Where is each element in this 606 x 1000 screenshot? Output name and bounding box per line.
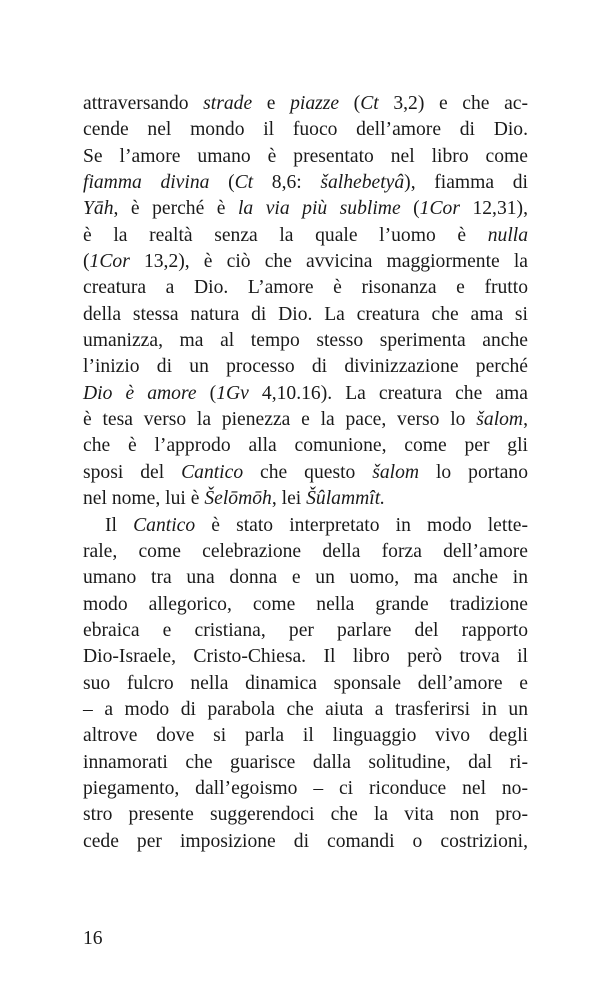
text-line: [83, 328, 528, 354]
text-segment: altrove dove si parla il linguaggio vivo degli: [83, 725, 528, 747]
italic-text: šalom: [476, 409, 524, 431]
text-segment: Il: [105, 514, 134, 536]
text-segment: innamorati che guarisce dalla solitudine, dal ri-: [83, 751, 528, 773]
text-segment: nel nome, lui è: [83, 488, 205, 510]
italic-text: 1Cor: [419, 198, 460, 220]
text-segment: umanizza, ma al tempo stesso sperimenta anche: [83, 330, 528, 352]
text-segment: , lei: [271, 488, 307, 510]
text-line: [83, 618, 528, 644]
text-segment: ebraica e cristiana, per parlare del rapporto: [83, 619, 528, 641]
italic-text: Ct: [360, 93, 379, 114]
italic-text: la via più sublime: [237, 198, 401, 220]
text-segment: piegamento, dall’egoismo – ci riconduce nel no-: [83, 777, 528, 799]
text-line: [83, 223, 528, 249]
italic-text: Cantico: [133, 514, 196, 536]
text-line: [83, 671, 528, 697]
text-segment: modo allegorico, come nella grande tradizione: [83, 593, 528, 615]
text-line: [83, 275, 528, 301]
text-segment: è stato interpretato in modo lette-: [195, 514, 528, 536]
text-segment: ), fiamma di: [404, 172, 528, 194]
italic-text: šalhebetyâ: [320, 172, 405, 194]
text-line: [83, 697, 528, 723]
text-segment: è tesa verso la pienezza e la pace, verso lo: [83, 409, 477, 431]
text-line: [83, 354, 528, 380]
text-line: [83, 433, 528, 459]
italic-text: Cantico: [181, 461, 244, 483]
text-segment: è la realtà senza la quale l’uomo è: [83, 224, 488, 246]
text-segment: 3,2) e che ac-: [378, 93, 528, 114]
text-segment: (: [339, 93, 361, 114]
italic-text: strade: [203, 93, 253, 114]
text-segment: , è perché è: [113, 198, 238, 220]
text-line: [83, 249, 528, 275]
text-line: [83, 513, 528, 539]
text-segment: che è l’approdo alla comunione, come per gli: [83, 435, 528, 457]
italic-text: Ct: [234, 172, 254, 194]
text-segment: lo portano: [419, 461, 528, 483]
text-segment: umano tra una donna e un uomo, ma anche in: [83, 567, 528, 589]
text-segment: ,: [523, 409, 528, 431]
italic-text: Dio è amore: [83, 382, 197, 404]
italic-text: fiamma divina: [83, 172, 210, 194]
text-line: [83, 565, 528, 591]
text-segment: 12,31),: [459, 198, 528, 220]
text-segment: della stessa natura di Dio. La creatura che ama si: [83, 303, 528, 325]
text-segment: 13,2), è ciò che avvicina maggiormente la: [129, 251, 528, 273]
text-segment: rale, come celebrazione della forza dell’amore: [83, 540, 528, 562]
italic-text: Šelōmōh: [204, 488, 272, 510]
text-segment: l’inizio di un processo di divinizzazione perché: [83, 356, 528, 378]
body-text: [83, 91, 528, 855]
text-line: [83, 802, 528, 828]
text-line: [83, 829, 528, 855]
text-segment: sposi del: [83, 461, 182, 483]
text-line: [83, 539, 528, 565]
text-segment: cede per imposizione di comandi o costrizioni,: [83, 830, 528, 852]
text-segment: (: [400, 198, 420, 220]
text-line: [83, 117, 528, 143]
paragraph: [83, 513, 528, 855]
text-line: [83, 776, 528, 802]
italic-text: nulla: [487, 224, 528, 246]
text-segment: stro presente suggerendoci che la vita non pro-: [83, 804, 528, 826]
text-segment: suo fulcro nella dinamica sponsale dell’amore e: [83, 672, 528, 694]
page-number: 16: [83, 928, 103, 949]
text-line: [83, 170, 528, 196]
text-segment: (: [83, 251, 90, 273]
text-segment: che questo: [243, 461, 373, 483]
text-segment: attraversando: [83, 93, 204, 114]
text-segment: – a modo di parabola che aiuta a trasferirsi in un: [83, 698, 528, 720]
text-segment: 8,6:: [253, 172, 321, 194]
text-line: [83, 196, 528, 222]
text-line: [83, 302, 528, 328]
text-segment: Se l’amore umano è presentato nel libro come: [83, 145, 528, 167]
italic-text: Yāh: [83, 198, 114, 220]
text-line: [83, 91, 528, 117]
text-line: [83, 486, 528, 512]
text-line: [83, 644, 528, 670]
italic-text: 1Gv: [216, 382, 249, 404]
text-segment: (: [209, 172, 235, 194]
text-segment: 4,10.16). La creatura che ama: [248, 382, 528, 404]
italic-text: 1Cor: [89, 251, 130, 273]
text-line: [83, 460, 528, 486]
text-line: [83, 592, 528, 618]
text-segment: creatura a Dio. L’amore è risonanza e frutto: [83, 277, 528, 299]
text-line: [83, 723, 528, 749]
italic-text: piazze: [290, 93, 340, 114]
paragraph: [83, 91, 528, 513]
italic-text: šalom: [372, 461, 420, 483]
italic-text: Šûlammît.: [306, 488, 386, 510]
text-line: [83, 381, 528, 407]
text-line: [83, 144, 528, 170]
text-segment: (: [196, 382, 217, 404]
text-line: [83, 407, 528, 433]
text-segment: Dio-Israele, Cristo-Chiesa. Il libro però trova il: [83, 646, 528, 668]
text-segment: e: [252, 93, 291, 114]
text-line: [83, 750, 528, 776]
text-segment: cende nel mondo il fuoco dell’amore di Dio.: [83, 119, 528, 141]
